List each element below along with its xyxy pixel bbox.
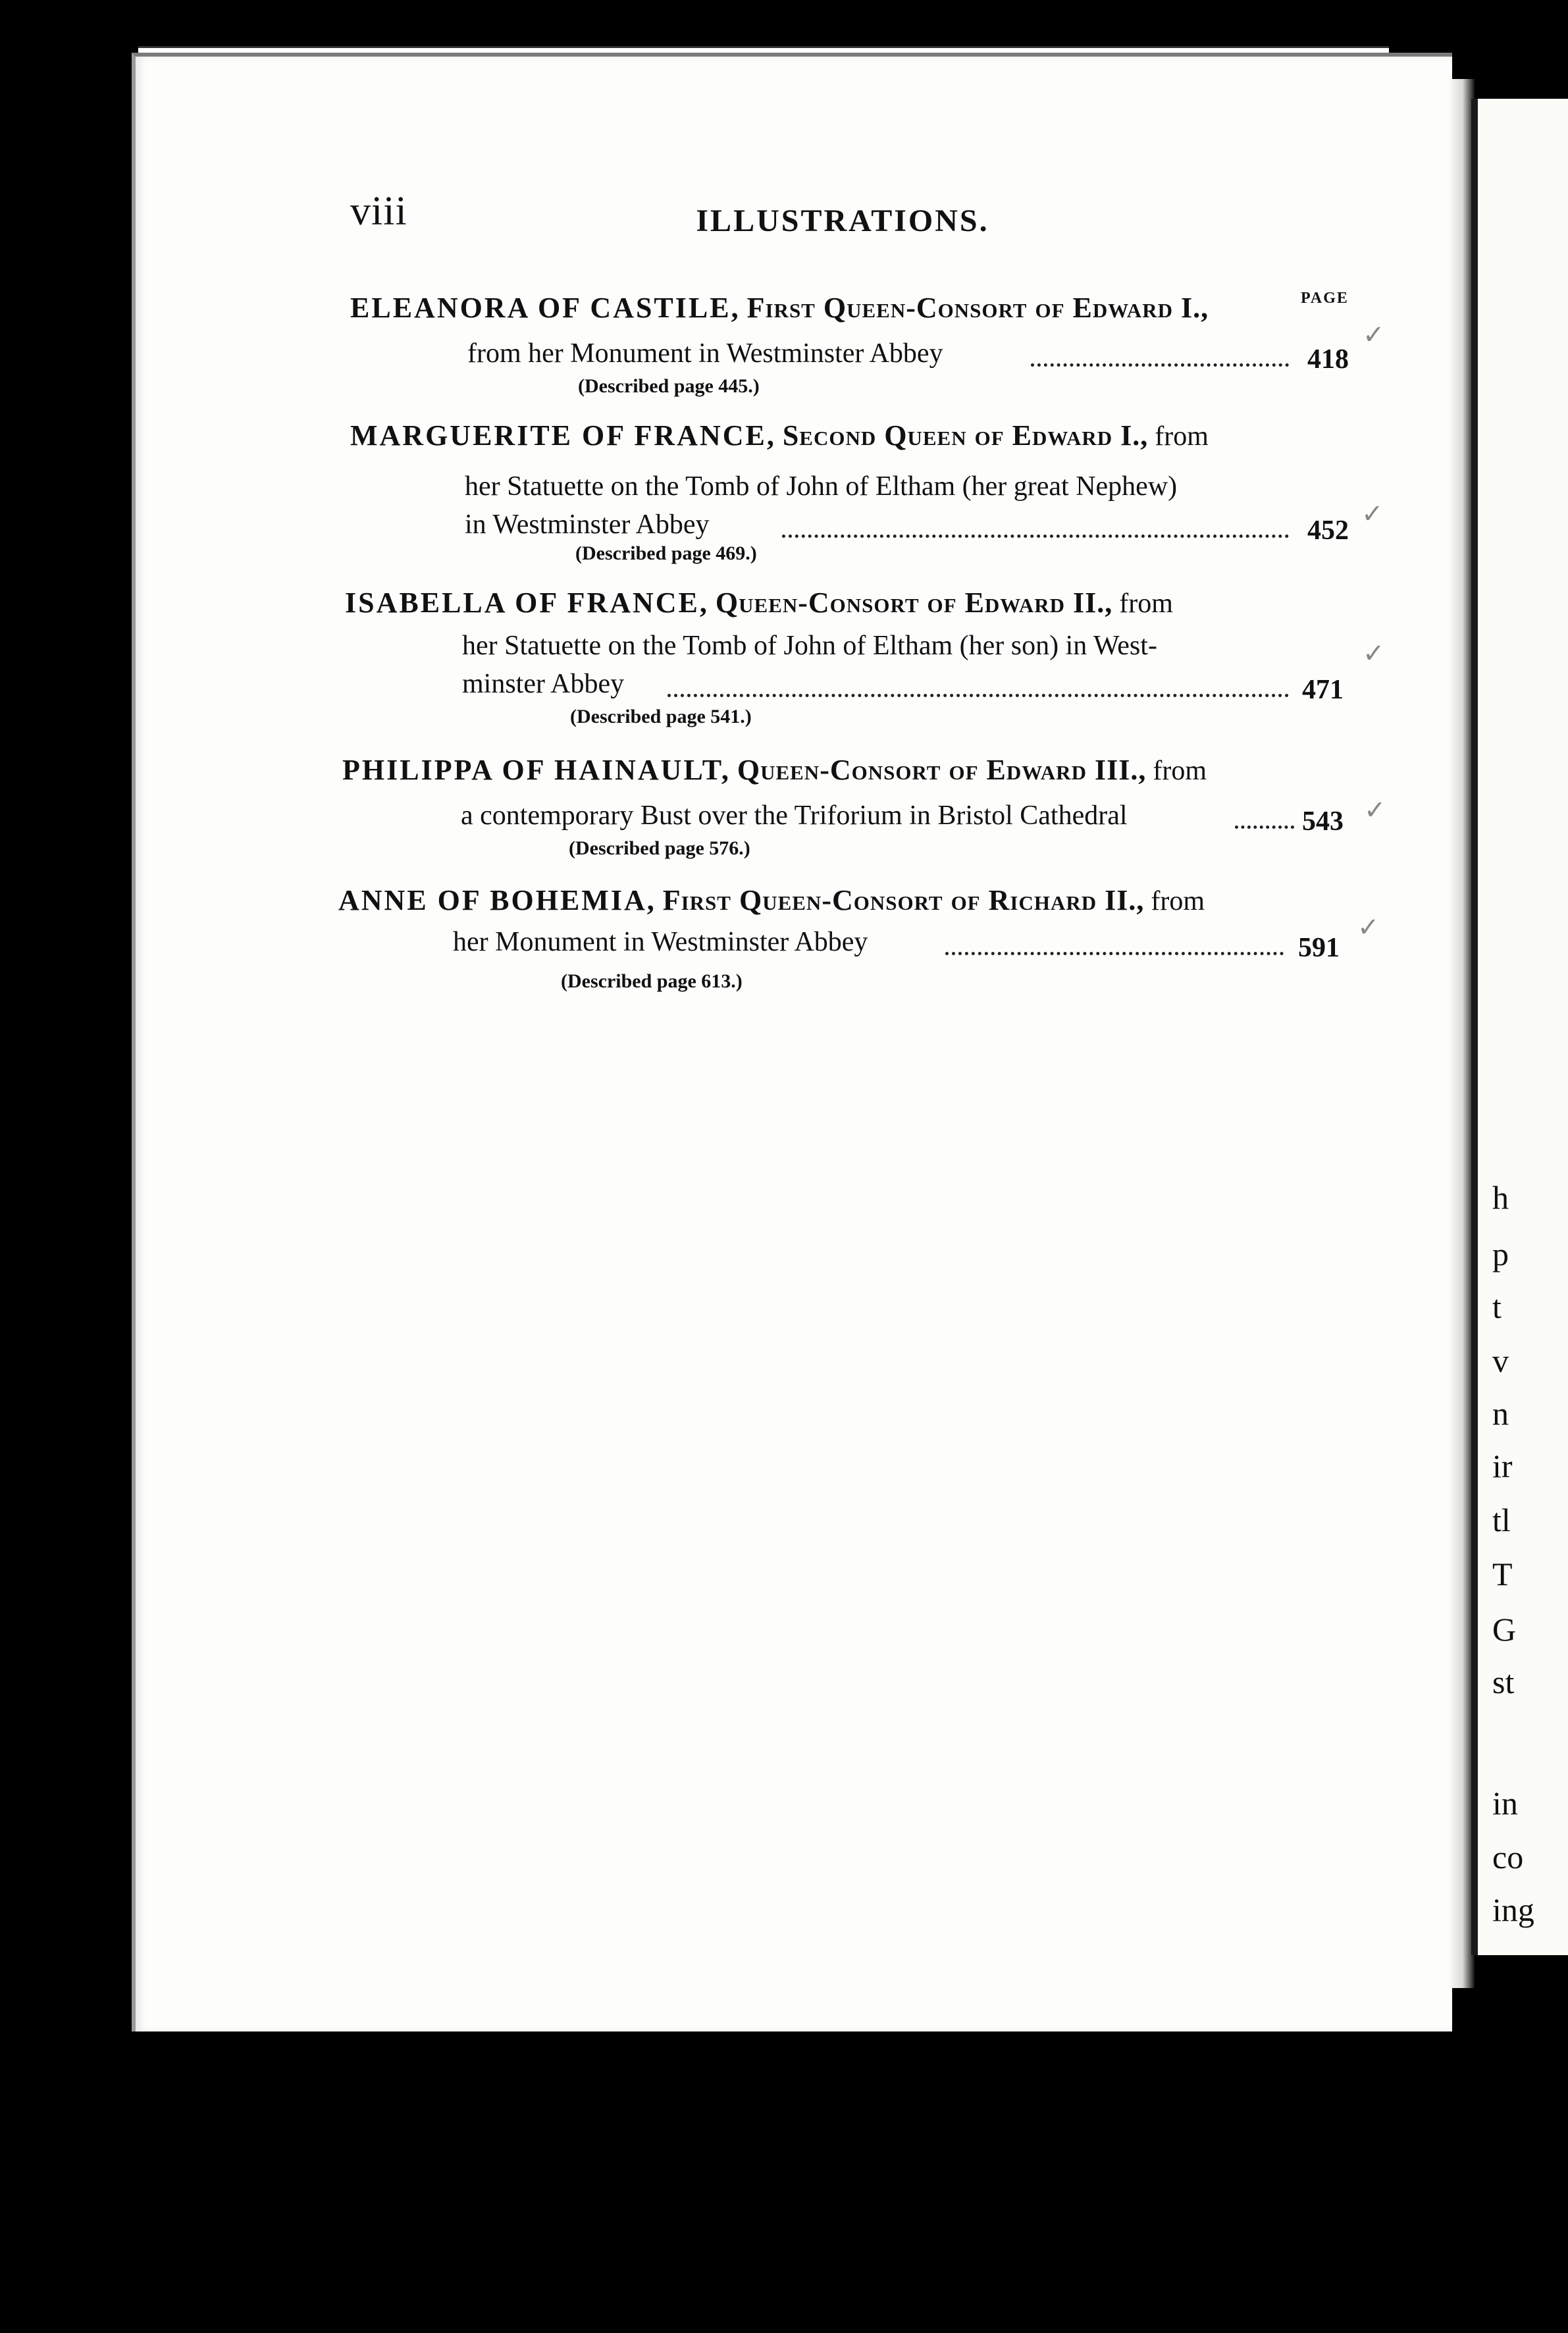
entry-continuation-line: her Monument in Westminster Abbey: [453, 927, 868, 957]
entry-continuation-line: from her Monument in Westminster Abbey: [467, 338, 943, 369]
facing-page-fragment: co: [1492, 1839, 1524, 1875]
entry-heading-line: [350, 421, 1209, 450]
facing-page-fragment: G: [1492, 1611, 1517, 1648]
running-head: ILLUSTRATIONS.: [696, 203, 989, 238]
leader-dots: [782, 535, 1289, 538]
facing-page-fragment: ir: [1492, 1448, 1513, 1484]
facing-page-fragment: v: [1492, 1342, 1509, 1379]
leader-dots: [1031, 363, 1289, 367]
check-mark-icon: ✓: [1364, 795, 1386, 826]
entry-page-number: 591: [1298, 933, 1340, 963]
entry-title: Queen-Consort of Edward II.,: [715, 587, 1113, 619]
entry-heading-line: [342, 756, 1207, 785]
entry-described-note: (Described page 613.): [561, 970, 743, 992]
entry-continuation-line: minster Abbey: [462, 669, 625, 699]
facing-page-fragment: T: [1492, 1556, 1513, 1592]
entry-described-note: (Described page 576.): [569, 837, 750, 859]
entry-described-note: (Described page 445.): [578, 375, 760, 397]
entry-name: ELEANORA OF CASTILE,: [350, 292, 741, 324]
entry-continuation-line: a contemporary Bust over the Triforium in Bristol Cathedral: [461, 800, 1128, 831]
page-folio: viii: [350, 189, 407, 234]
entry-name: MARGUERITE OF FRANCE,: [350, 419, 776, 452]
entry-name: ANNE OF BOHEMIA,: [338, 884, 656, 916]
entry-page-number: 543: [1302, 806, 1344, 837]
illustration-entry: [0, 884, 1448, 992]
facing-page: [1471, 99, 1568, 1955]
facing-page-fragment: h: [1492, 1179, 1509, 1216]
entry-heading-line: [338, 886, 1205, 915]
entry-described-note: (Described page 541.): [570, 706, 752, 727]
entry-title: First Queen-Consort of Edward I.,: [746, 292, 1209, 324]
entry-name: ISABELLA OF FRANCE,: [345, 587, 709, 619]
entry-heading-line: [345, 589, 1173, 617]
facing-page-fragment: n: [1492, 1395, 1509, 1432]
entry-continuation-line: her Statuette on the Tomb of John of Eltham (her great Nephew): [465, 471, 1178, 502]
check-mark-icon: ✓: [1363, 639, 1385, 669]
leader-dots: [1235, 826, 1294, 829]
entry-title: First Queen-Consort of Richard II.,: [662, 884, 1145, 916]
entry-tail: from: [1155, 421, 1209, 452]
entry-title: Queen-Consort of Edward III.,: [737, 754, 1147, 786]
entry-tail: from: [1151, 886, 1205, 916]
illustration-entry: [0, 587, 1448, 727]
leader-dots: [667, 694, 1289, 697]
facing-page-fragment: ing: [1492, 1891, 1534, 1928]
entry-tail: from: [1119, 589, 1173, 619]
entry-name: PHILIPPA OF HAINAULT,: [342, 754, 731, 786]
entry-page-number: 452: [1307, 515, 1349, 546]
facing-page-fragment: p: [1492, 1236, 1509, 1272]
facing-page-fragment: t: [1492, 1288, 1502, 1325]
check-mark-icon: ✓: [1357, 912, 1380, 943]
entry-title: Second Queen of Edward I.,: [782, 419, 1149, 452]
illustration-entry: [0, 754, 1448, 859]
check-mark-icon: ✓: [1363, 320, 1385, 350]
leader-dots: [945, 952, 1284, 955]
illustration-entry: [0, 419, 1448, 564]
facing-page-fragment: in: [1492, 1785, 1518, 1822]
entry-page-number: 471: [1302, 675, 1344, 705]
entry-tail: from: [1153, 756, 1207, 786]
entry-described-note: (Described page 469.): [575, 542, 757, 564]
entry-continuation-line: her Statuette on the Tomb of John of Eltham (her son) in West-: [462, 631, 1157, 661]
entry-continuation-line: in Westminster Abbey: [465, 510, 710, 540]
entry-heading-line: [350, 294, 1209, 323]
page-column-label: PAGE: [1301, 290, 1349, 307]
entry-page-number: 418: [1307, 344, 1349, 375]
illustration-entry: [0, 292, 1448, 397]
facing-page-fragment: tl: [1492, 1502, 1511, 1538]
facing-page-fragment: st: [1492, 1664, 1515, 1700]
check-mark-icon: ✓: [1361, 499, 1384, 529]
book-gutter: [1448, 79, 1475, 1988]
